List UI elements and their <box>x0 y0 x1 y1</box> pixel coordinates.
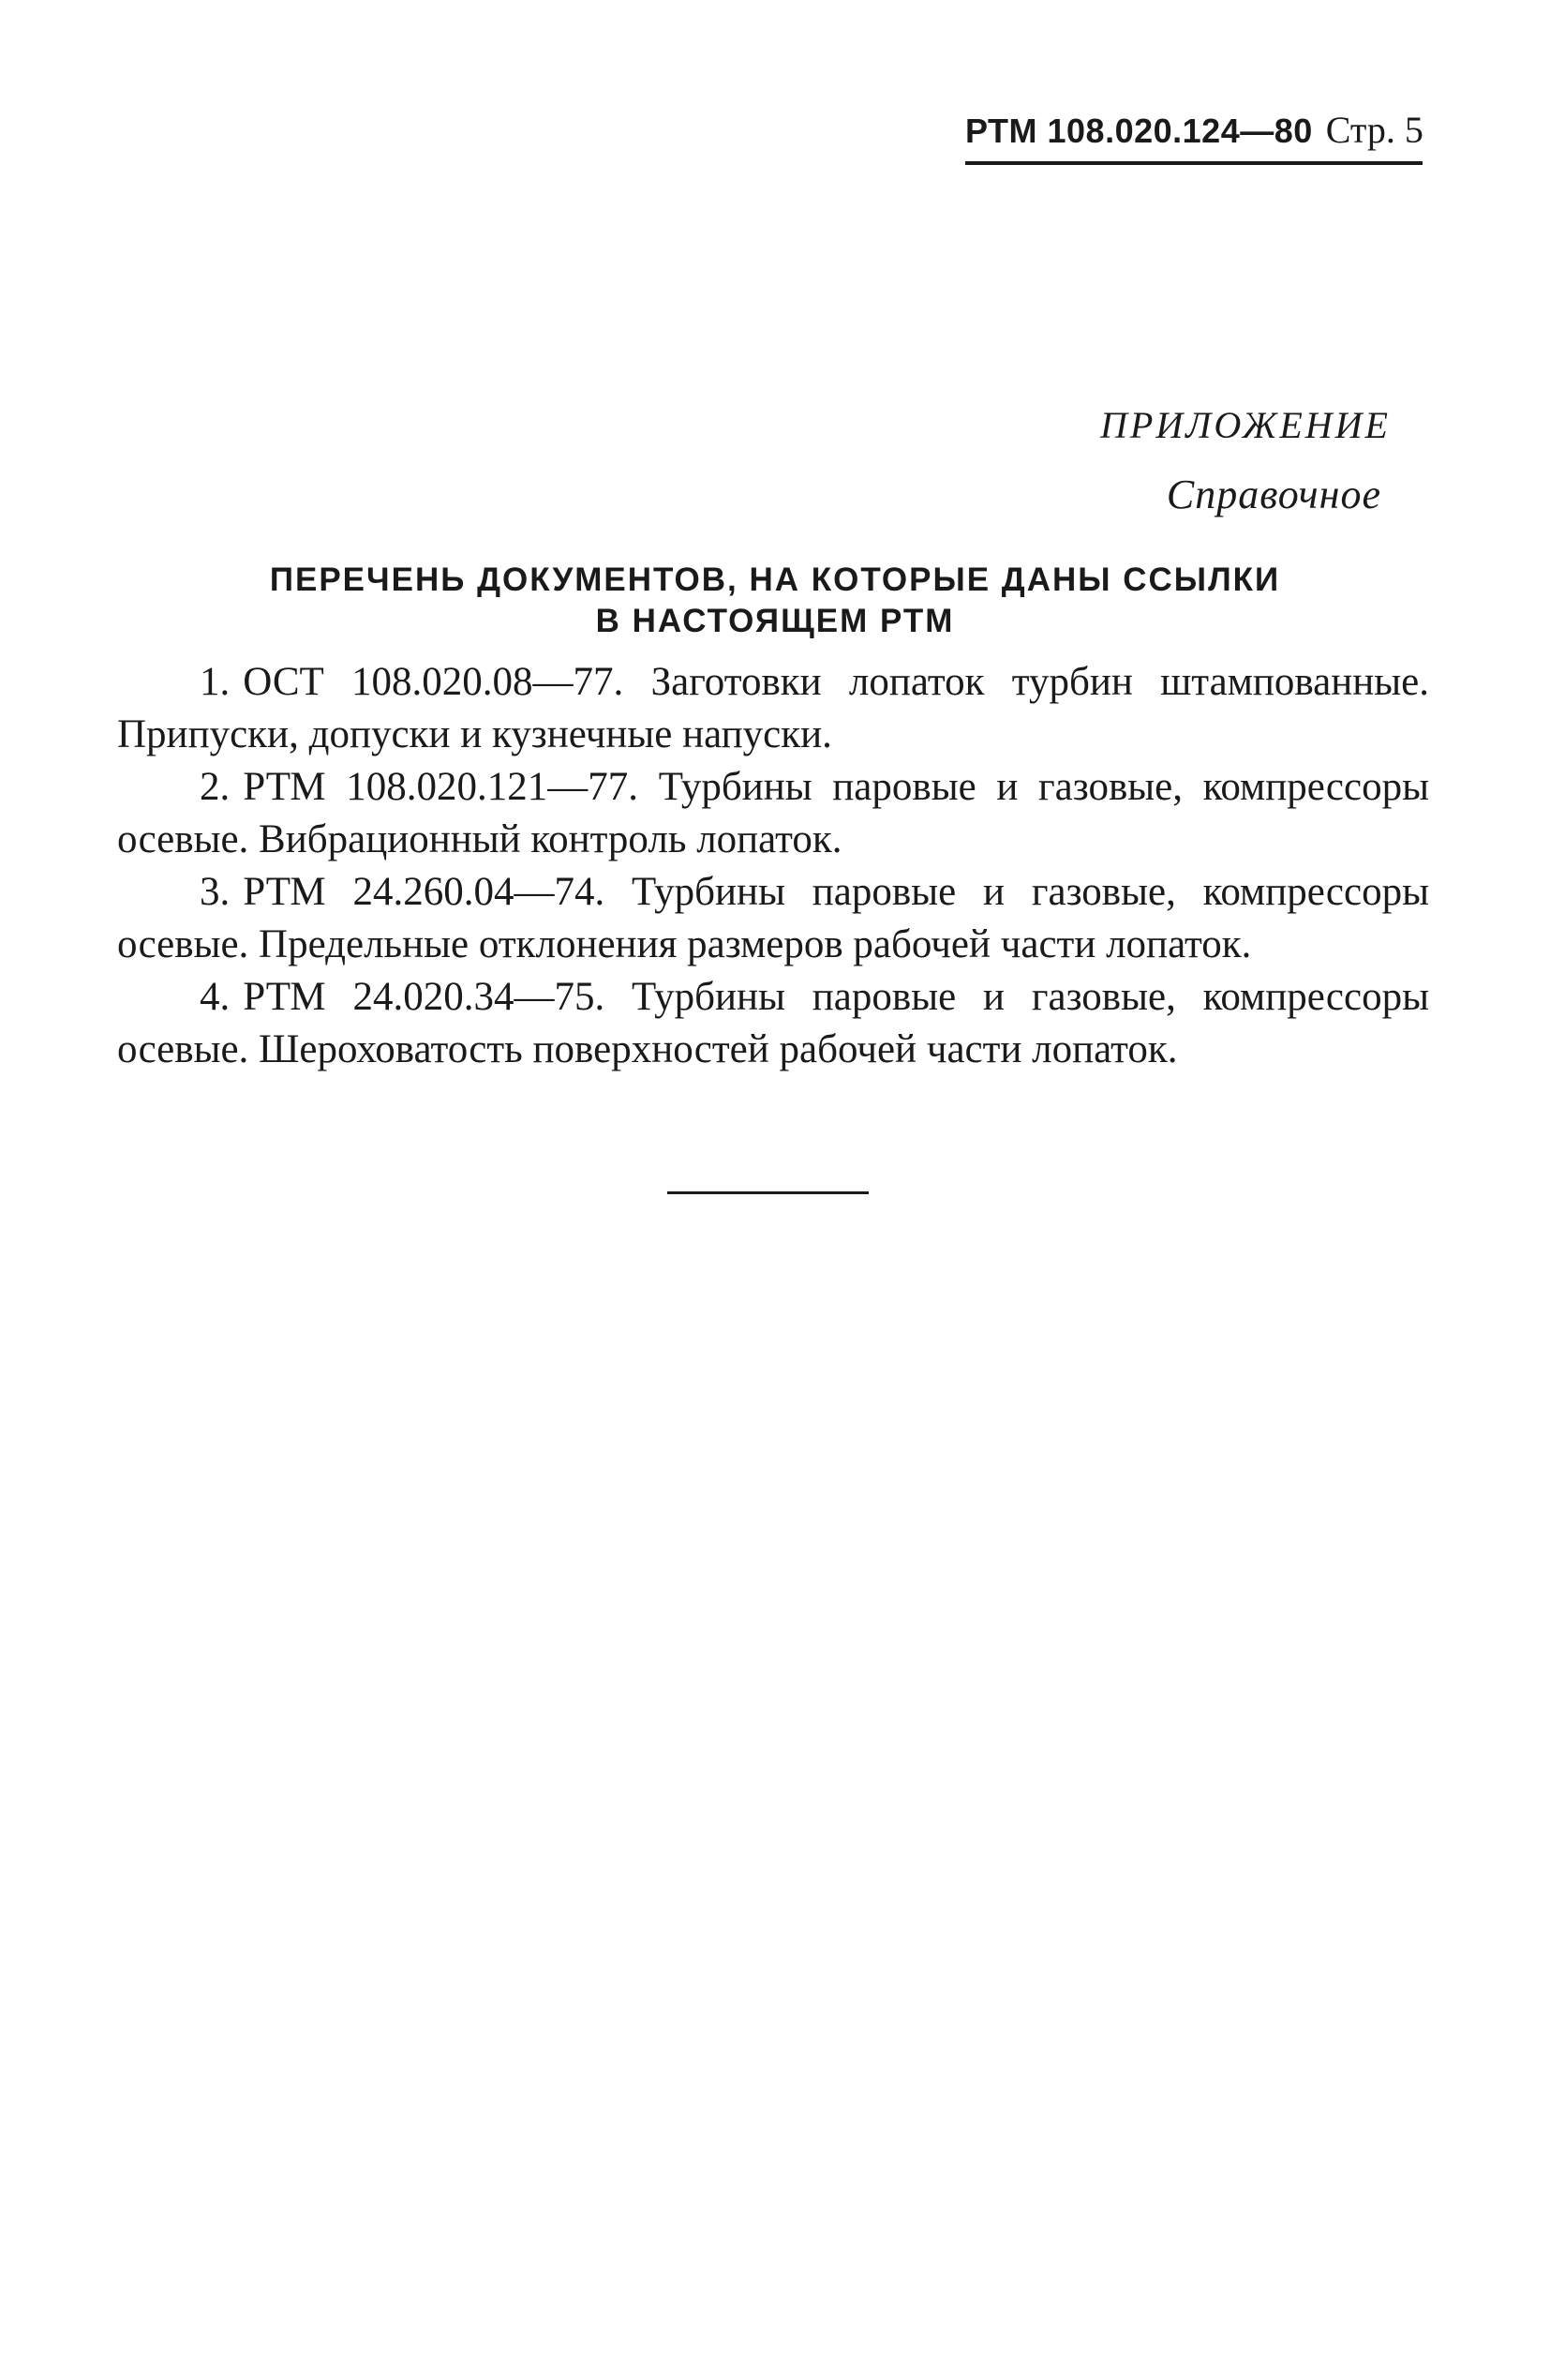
section-title-line-2: В НАСТОЯЩЕМ РТМ <box>595 603 955 639</box>
reference-text: РТМ 24.020.34—75. Турбины паровые и газовые, компрессоры осевые. Шероховатость поверхностей рабочей части лопаток. <box>117 975 1429 1071</box>
appendix-label: ПРИЛОЖЕНИЕ <box>1100 404 1391 446</box>
reference-number: 3. <box>200 870 231 914</box>
reference-number: 1. <box>200 660 231 704</box>
reference-item <box>117 971 1429 1076</box>
end-divider <box>667 1191 869 1194</box>
appendix-sublabel: Справочное <box>1166 472 1381 517</box>
reference-list <box>117 656 1429 1076</box>
reference-item <box>117 761 1429 866</box>
reference-text: ОСТ 108.020.08—77. Заготовки лопаток турбин штампованные. Припуски, допуски и кузнечные напуски. <box>117 660 1429 756</box>
page-number: Стр. 5 <box>1325 109 1423 151</box>
header-divider <box>965 161 1423 165</box>
reference-number: 2. <box>200 765 231 809</box>
reference-text: РТМ 24.260.04—74. Турбины паровые и газовые, компрессоры осевые. Предельные отклонения размеров рабочей части лопаток. <box>117 870 1429 966</box>
reference-item <box>117 656 1429 761</box>
document-code: РТМ 108.020.124—80 <box>965 112 1313 150</box>
reference-number: 4. <box>200 975 231 1019</box>
reference-item <box>117 866 1429 971</box>
section-title-line-1: ПЕРЕЧЕНЬ ДОКУМЕНТОВ, НА КОТОРЫЕ ДАНЫ ССЫЛКИ <box>269 561 1281 598</box>
page-header <box>965 108 1424 164</box>
reference-text: РТМ 108.020.121—77. Турбины паровые и газовые, компрессоры осевые. Вибрационный контроль лопаток. <box>117 765 1429 861</box>
